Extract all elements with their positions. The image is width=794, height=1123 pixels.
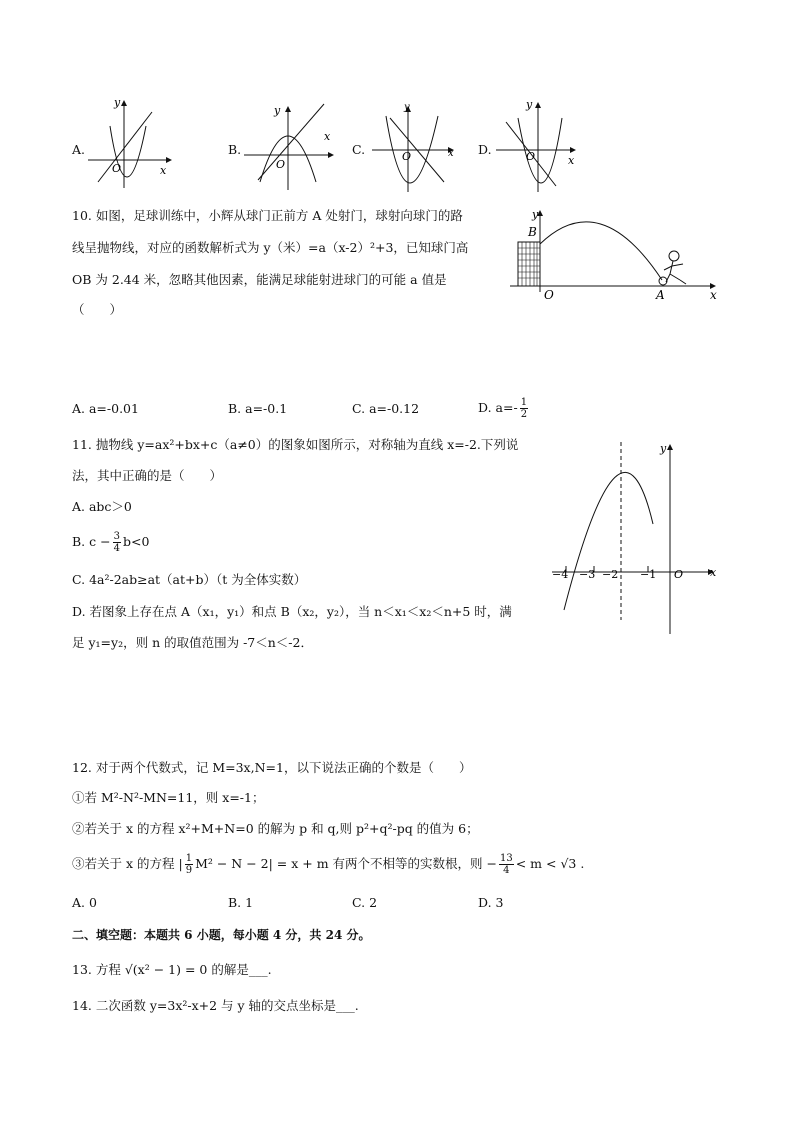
q10-fig-o: O [544, 288, 554, 302]
q10-fig-x: x [710, 288, 717, 302]
q9-d-x: x [568, 154, 575, 167]
section-heading: 二、填空题：本题共 6 小题，每小题 4 分，共 24 分。 [72, 928, 371, 942]
q12-item3-frac1 [185, 853, 193, 876]
q9-graph-d [496, 98, 586, 192]
q14-text: 14. 二次函数 y=3x²-x+2 与 y 轴的交点坐标是___. [72, 998, 359, 1013]
q12-option-b: B. 1 [228, 895, 254, 910]
q11-tick-neg1: −1 [640, 568, 657, 581]
q12-item3-mid: M² − N − 2| = x + m 有两个不相等的实数根，则 − [195, 856, 497, 871]
q9-option-a-label: A. [72, 142, 86, 157]
q11-option-b [72, 527, 149, 557]
q10-text-line4: （ ） [72, 302, 123, 317]
q12-item3-den2: 4 [503, 865, 510, 876]
q10-text-line2: 线呈抛物线，对应的函数解析式为 y（米）=a（x-2）²+3，已知球门高 [72, 240, 469, 255]
q11-option-a: A. abc＞0 [72, 499, 132, 514]
q10-option-c: C. a=-0.12 [352, 401, 420, 416]
q11-b-den: 4 [113, 543, 120, 554]
q12-item3-num2: 13 [499, 853, 513, 864]
q12-item3 [72, 849, 584, 879]
q9-option-d-label: D. [478, 142, 492, 157]
q10-fig-y: y [532, 208, 539, 221]
q10-option-d [478, 393, 530, 423]
q11-b-prefix: B. c − [72, 534, 111, 549]
q11-text-line2: 法，其中正确的是（ ） [72, 468, 223, 483]
q9-c-o: O [402, 150, 412, 163]
q10-text-line3: OB 为 2.44 米，忽略其他因素，能满足球能射进球门的可能 a 值是 [72, 272, 447, 287]
q11-fig-x: x [710, 566, 717, 579]
q11-tick-neg2: −2 [602, 568, 619, 581]
q11-tick-neg4: −4 [552, 568, 569, 581]
q9-c-x: x [448, 148, 454, 159]
q11-b-suffix: b<0 [122, 534, 150, 549]
q9-d-o: O [526, 150, 536, 163]
q10-option-d-fraction [520, 397, 528, 420]
q10-text-line1: 10. 如图，足球训练中，小辉从球门正前方 A 处射门，球射向球门的路 [72, 208, 463, 223]
q11-text-line1: 11. 抛物线 y=ax²+bx+c（a≠0）的图象如图所示，对称轴为直线 x=-2.下列说 [72, 437, 519, 452]
q12-item3-num1: 1 [185, 853, 193, 864]
q12-item2: ②若关于 x 的方程 x²+M+N=0 的解为 p 和 q,则 p²+q²-pq 的值为 6； [72, 821, 479, 836]
q9-graph-a [88, 98, 178, 188]
q11-figure [548, 438, 723, 638]
q9-graph-b [244, 100, 344, 190]
q11-fig-o: O [674, 568, 684, 581]
q11-option-c: C. 4a²-2ab≥at（at+b）（t 为全体实数） [72, 572, 307, 587]
q9-d-y: y [526, 98, 533, 111]
q11-option-d-line1: D. 若图象上存在点 A（x₁，y₁）和点 B（x₂，y₂），当 n＜x₁＜x₂＜n+5 时，满 [72, 604, 512, 619]
q9-b-o: O [276, 158, 286, 171]
q11-b-fraction [113, 531, 121, 554]
q12-item3-den1: 9 [185, 865, 193, 876]
q10-option-a: A. a=-0.01 [72, 401, 139, 416]
q12-text: 12. 对于两个代数式，记 M=3x,N=1，以下说法正确的个数是（ ） [72, 760, 472, 775]
q12-option-d: D. 3 [478, 895, 504, 910]
q9-c-y: y [404, 102, 410, 113]
q10-option-b: B. a=-0.1 [228, 401, 288, 416]
q10-d-den: 2 [520, 409, 528, 420]
q12-option-c: C. 2 [352, 895, 378, 910]
q10-d-num: 1 [520, 397, 528, 408]
q9-b-x: x [324, 130, 331, 143]
q12-item1: ①若 M²-N²-MN=11，则 x=-1； [72, 790, 265, 805]
q13-text: 13. 方程 √(x² − 1) = 0 的解是___. [72, 962, 272, 977]
q11-tick-neg3: −3 [579, 568, 596, 581]
q9-a-y: y [114, 96, 121, 109]
q9-option-b-label: B. [228, 142, 242, 157]
q10-fig-b: B [528, 225, 537, 239]
q11-option-d-line2: 足 y₁=y₂，则 n 的取值范围为 -7＜n＜-2． [72, 635, 313, 650]
q10-option-d-prefix: D. a=- [478, 400, 518, 415]
q10-figure [510, 206, 725, 306]
q9-a-x: x [160, 164, 167, 177]
q12-item3-frac2 [499, 853, 514, 876]
q10-fig-a: A [656, 288, 665, 302]
q9-a-o: O [112, 162, 122, 175]
q12-item3-suffix: < m < √3 . [515, 856, 585, 871]
q12-option-a: A. 0 [72, 895, 97, 910]
q12-item3-prefix: ③若关于 x 的方程 | [72, 856, 183, 871]
q9-b-y: y [274, 104, 281, 117]
q11-fig-y: y [660, 442, 667, 455]
q9-option-c-label: C. [352, 142, 366, 157]
q9-graph-c [372, 100, 462, 192]
q11-b-num: 3 [113, 531, 120, 542]
